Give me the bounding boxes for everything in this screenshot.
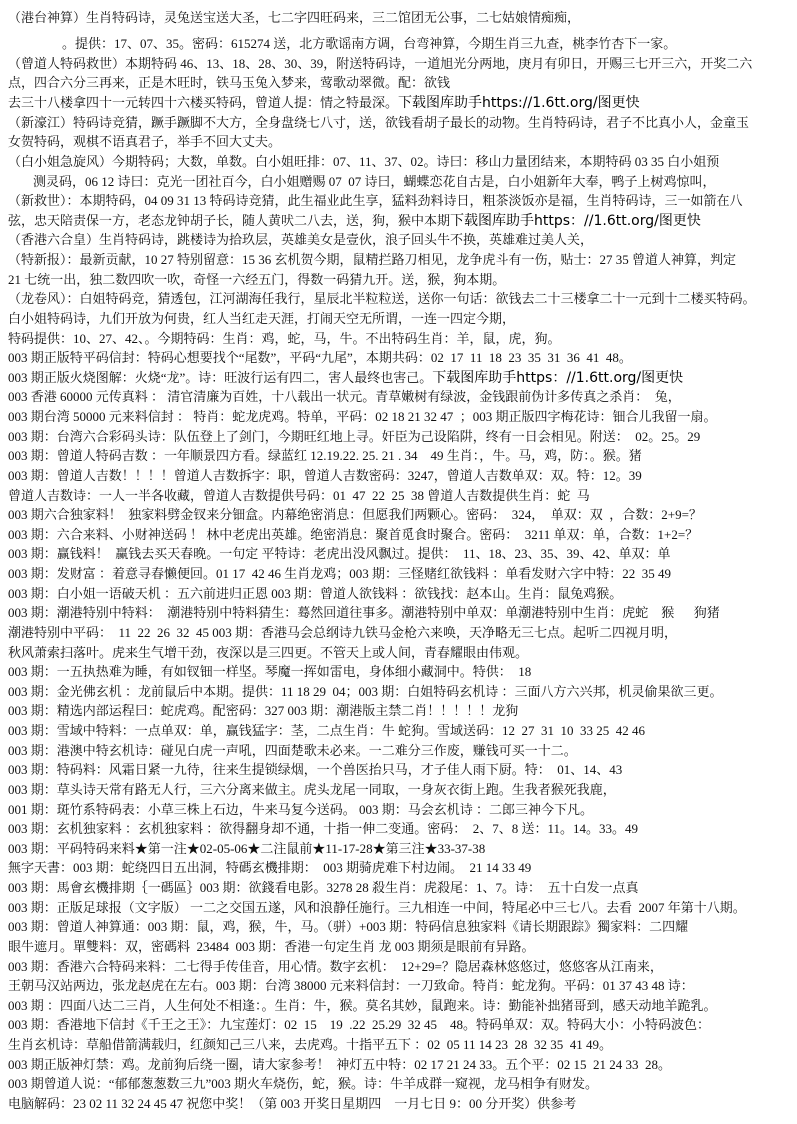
text-line-body: 003 期正版火烧图解：火烧“龙”。诗：旺波行运有四二，害人最终也害己。 bbox=[8, 369, 433, 385]
text-line: 003 期：一五执热难为睡，有如钗钿一样坚。琴魔一挥如雷电，身体细小藏洞中。特供： 18 bbox=[8, 664, 532, 680]
text-line: 测灵码，06 12 诗曰：克光一团社百今，白小姐赠赐 07 07 诗曰，蝴蝶恋花自古是，白小姐新年大奉，鸭子上树鸡惊叫， bbox=[33, 173, 716, 189]
text-line: 003 期：香港地下信封《千王之王》：九宝莲灯：02 15 19 .22 25.29 32 45 48。特码单双：双。特码大小：小特码波色： bbox=[8, 1017, 711, 1033]
text-line: 电脑解码：23 02 11 32 24 45 47 祝您中奖！（第 003 开奖日星期四 一月七日 9：00 分开奖）供参考 bbox=[8, 1095, 577, 1111]
text-line: 。提供：17、07、35。密码：615274 送，北方歌谣南方调，台弯神算，今期生肖三九查，桃李竹杏下一家。 bbox=[62, 36, 677, 52]
text-line: 点，四合六分三再来，正是木旺时，铁马玉兔入梦来，莺歌动翠微。配：欲钱 bbox=[8, 75, 451, 91]
promo-text: 下载图库助手https：//1.6tt.org/图更快 bbox=[432, 369, 684, 386]
text-line: 秋风萧索扫落叶。虎来生气增干劲，夜深以是三四更。不管天上或人间，青春耀眼由伟观。 bbox=[8, 644, 529, 660]
text-line: 003 期：金光佛玄机 ：龙前鼠后中本期。提供：11 18 29 04；003 期：白姐特码玄机诗 ：三面八方六兴邦，机灵偷果欲三更。 bbox=[8, 683, 723, 699]
text-line: 003 期：潮港特别中特料： 潮港特别中特料猜生：蓦然回道往事多。潮港特别中单双：单潮港特别中生肖：虎蛇 猴 狗猪 bbox=[8, 605, 720, 621]
text-line: 無字天書：003 期：蛇绕四日五出洞，特碼玄機排期： 003 期骑虎难下村边闹。 21 14 33 49 bbox=[8, 860, 532, 876]
text-line: 白小姐特码诗，九们开放为何贵，红人当红走天涯，打闹天空无所谓，一连一四定今期， bbox=[8, 310, 516, 326]
text-line: 003 期：曾道人神算通：003 期：鼠，鸡，猴，牛，马。（骈）+003 期：特码信息独家料《请长期跟踪》獨家料：二四耀 bbox=[8, 919, 689, 935]
text-line: 003 期曾道人说：“郁郁葱葱数三九”003 期火车烧伤，蛇，猴。诗：牛羊成群一窥视，龙马相争有财发。 bbox=[8, 1076, 599, 1092]
text-line: 003 期：玄机独家料 ：玄机独家料 ：欲得翻身却不通，十指一伸二变通。密码： 2、7、8 送：11。14。33。49 bbox=[8, 821, 639, 837]
text-line bbox=[8, 93, 640, 113]
text-line: 003 期：精选内部运程曰：蛇虎鸡。配密码：327 003 期：潮港版主禁二肖！！！！！龙狗 bbox=[8, 703, 519, 719]
text-line: 003 期正版神灯禁：鸡。龙前狗后绕一圈，请大家参考！ 神灯五中特：02 17 21 24 33。五个平：02 15 21 24 33 28。 bbox=[8, 1056, 672, 1072]
text-line-body: 弦，忠天陪责保一方，老态龙钟胡子长，随人黄吠二八去，送，狗，猴中本期 bbox=[8, 212, 451, 228]
text-line: 003 期：发财富 ：着意寻春懒便回。01 17 42 46 生肖龙鸡；003 期：三怪赌红欲钱料 ：单看发财六字中特：22 35 49 bbox=[8, 566, 672, 582]
text-line: （曾道人特码救世）本期特码 46、13、18、28、30、39，附送特码诗，一道旭光分两地，庚月有卯日，开赐三七开三六，开奖二六 bbox=[8, 55, 753, 71]
text-line: 003 期：港澳中特玄机诗：碰见白虎一声吼，四面楚歌未必来。一二难分三作废，赚钱可买一十二。 bbox=[8, 742, 577, 758]
text-line: 21 七统一出，独二数四吹一吹，奇怪一六经五门，得数一码猜九开。送，猴，狗本期。 bbox=[8, 271, 506, 287]
text-line: （港台神算）生肖特码诗，灵兔送宝送大圣，七二字四旺码来，三二馆团无公事，二七姑娘情痴痴， bbox=[8, 10, 581, 25]
text-line: 曾道人吉数诗：一人一半各收藏，曾道人吉数提供号码：01 47 22 25 38 曾道人吉数提供生肖：蛇 马 bbox=[8, 487, 590, 503]
text-line: 003 香港 60000 元传真料 ： 清官清廉为百姓，十八载出一状元。青草嫩树有绿波，金钱跟前伪计多传真之杀肖： 兔， bbox=[8, 389, 681, 405]
text-line: 生肖玄机诗：草船借箭满载归，红颜知己三八来，去虎鸡。十指平五下 ：02 05 11 14 23 28 32 35 41 49。 bbox=[8, 1037, 613, 1053]
text-line: 眼牛遮月。單雙料：双，密碼料 23484 003 期：香港一句定生肖 龙 003 期须是眼前有异路。 bbox=[8, 938, 535, 954]
text-line bbox=[8, 368, 683, 388]
text-line: （新救世）：本期特码，04 09 31 13 特码诗竞猜，此生福业此生享，猛料劲料诗日，粗茶淡饭亦是福，生肖特码诗，三一如箭在八 bbox=[8, 193, 743, 209]
text-line: 女贺特码，观棋不语真君子，举手不回大丈夫。 bbox=[8, 134, 282, 150]
text-line: 003 期正版特平码信封：特码心想要找个“尾数”，平码“九尾”，本期共码：02 17 11 18 23 35 31 36 41 48。 bbox=[8, 350, 632, 366]
text-line bbox=[8, 211, 701, 231]
text-line: 003 期：雪域中特料：一点单双：单，赢钱猛字：茎，二点生肖：牛 蛇狗。雪域送码：12 27 31 10 33 25 42 46 bbox=[8, 723, 646, 739]
text-line: 001 期：斑竹系特码表：小草三株上石边，牛来马复今送码。 003 期：马会玄机诗 ：二郎三神今下凡。 bbox=[8, 801, 594, 817]
text-line-body: 去三十八楼拿四十一元转四十六楼买特码，曾道人提：情之特最深。 bbox=[8, 95, 399, 111]
text-line: 003 期台湾 50000 元来料信封 ： 特肖：蛇龙虎鸡。特单，平码：02 18 21 32 47 ；003 期正版四字梅花诗：钿合儿我留一扇。 bbox=[8, 409, 717, 425]
text-line: 003 期：台湾六合彩码头诗：队伍登上了剑门，今期旺红地上寻。奸臣为己设陷阱，终有一日会相见。附送： 02。25。29 bbox=[8, 428, 701, 444]
document-page bbox=[8, 8, 791, 1114]
text-line: 003 期：曾道人特码吉数 ：一年顺景四方看。绿蓝红 12.19.22. 25. 21 . 34 49 生肖：，牛。马，鸡，防：。猴。猪 bbox=[8, 448, 642, 464]
text-line: 003 期：六合来料、小财神送码 ！ 林中老虎出英雄。绝密消息：聚首觅食时聚合。密码： 3211 单双：单，合数：1+2=？ bbox=[8, 526, 699, 542]
text-line: （特新报）：最新贡献，10 27 特别留意：15 36 玄机贺今期，鼠精拦路刀相见，龙争虎斗有一伤，贴士：27 35 曾道人神算，判定 bbox=[8, 252, 737, 268]
text-line: 003 期：平码特码来料★第一注★02-05-06★二注鼠前★11-17-28★第三注★33-37-38 bbox=[8, 840, 486, 856]
text-line: 003 期：特码料：风霜日紧一九待，往来生提锁绿烟，一个兽医抬只马，才子佳人雨下厨。特： 01、14、43 bbox=[8, 762, 623, 778]
text-line: （龙卷风）：白姐特码竞，猜透包，江河湖海任我行，星辰北半粒粒送，送你一句话：欲钱去二十三楼拿二十一元到十二楼买特码。 bbox=[8, 291, 756, 307]
text-line: 003 期：赢钱料！ 赢钱去买天春晚。一句定 平特诗：老虎出没风飘过。提供： 11、18、23、35、39、42、单双：单 bbox=[8, 546, 671, 562]
text-line: 003 期：曾道人吉数！！！！曾道人吉数拆字：职，曾道人吉数密码：3247，曾道人吉数单双：双。特：12。39 bbox=[8, 467, 642, 483]
text-line: 王朝马汉站两边，张龙赵虎在左右。003 期：台湾 38000 元来料信封：一刀致命。特肖：蛇龙狗。平码：01 37 43 48 诗： bbox=[8, 978, 694, 994]
text-line: 003 期：白小姐一语破天机 ：五六前进归正恩 003 期：曾道人欲钱料 ：欲钱找：赵本山。生肖：鼠兔鸡猴。 bbox=[8, 585, 623, 601]
text-line: 003 期：馬會玄機排期｛一碼區｝003 期：欲錢看电影。3278 28 殺生肖：虎殺尾：1、7。诗： 五十白发一点真 bbox=[8, 880, 639, 896]
text-line: （白小姐急旋风）今期特码；大数，单数。白小姐旺排：07、11、37、02。诗曰：移山力量团结来，本期特码 03 35 白小姐预 bbox=[8, 153, 720, 169]
text-line: 003 期：正版足球报（文字版） 一二之交国五遂，风和浪静任施行。三九相连一中间，特尾必中三七八。去看 2007 年第十八期。 bbox=[8, 899, 746, 915]
promo-text: 下载图库助手https://1.6tt.org/图更快 bbox=[398, 95, 640, 112]
promo-text: 下载图库助手https：//1.6tt.org/图更快 bbox=[450, 212, 701, 229]
text-line: （新濠江）特码诗竞猜，蹶手蹶脚不大方，全身盘绕七八寸，送，欲钱看胡子最长的动物。生肖特码诗，君子不比真小人，金童玉 bbox=[8, 114, 750, 130]
text-line: 003 期六合独家料！ 独家料劈金钗来分钿盒。内幕绝密消息：但愿我们两颗心。密码： 324， 单双：双 ，合数：2+9=？ bbox=[8, 507, 702, 523]
text-line: 潮港特别中平码： 11 22 26 32 45 003 期：香港马会总纲诗九铁马金枪六来唤，天净略无三七点。起听二四视月明， bbox=[8, 624, 678, 640]
text-line: 003 期 ：四面八达二三肖，人生何处不相逢：。生肖：牛，猴。莫名其妙，鼠跑来。诗：勤能补拙猪哥到，感天动地羊跪乳。 bbox=[8, 997, 717, 1013]
text-line: 特码提供：10、27、42、。今期特码：生肖：鸡，蛇，马，牛。不出特码生肖：羊，鼠，虎，狗。 bbox=[8, 330, 561, 346]
text-line: 003 期：香港六合特码来料：二七得手传佳音，用心情。数字玄机： 12+29=？隐居森林悠悠过，悠悠客从江南来， bbox=[8, 958, 663, 974]
text-line: 003 期：草头诗天常有路无人行，三六分离来做主。虎头龙尾一同取，一身灰衣街上跑。生我者猴死我鹿， bbox=[8, 781, 616, 797]
text-line: （香港六合皇）生肖特码诗，跳楼诗为拾玖层，英雄美女是壹伙，浪子回头牛不换，英雄难过美人关， bbox=[8, 232, 594, 248]
